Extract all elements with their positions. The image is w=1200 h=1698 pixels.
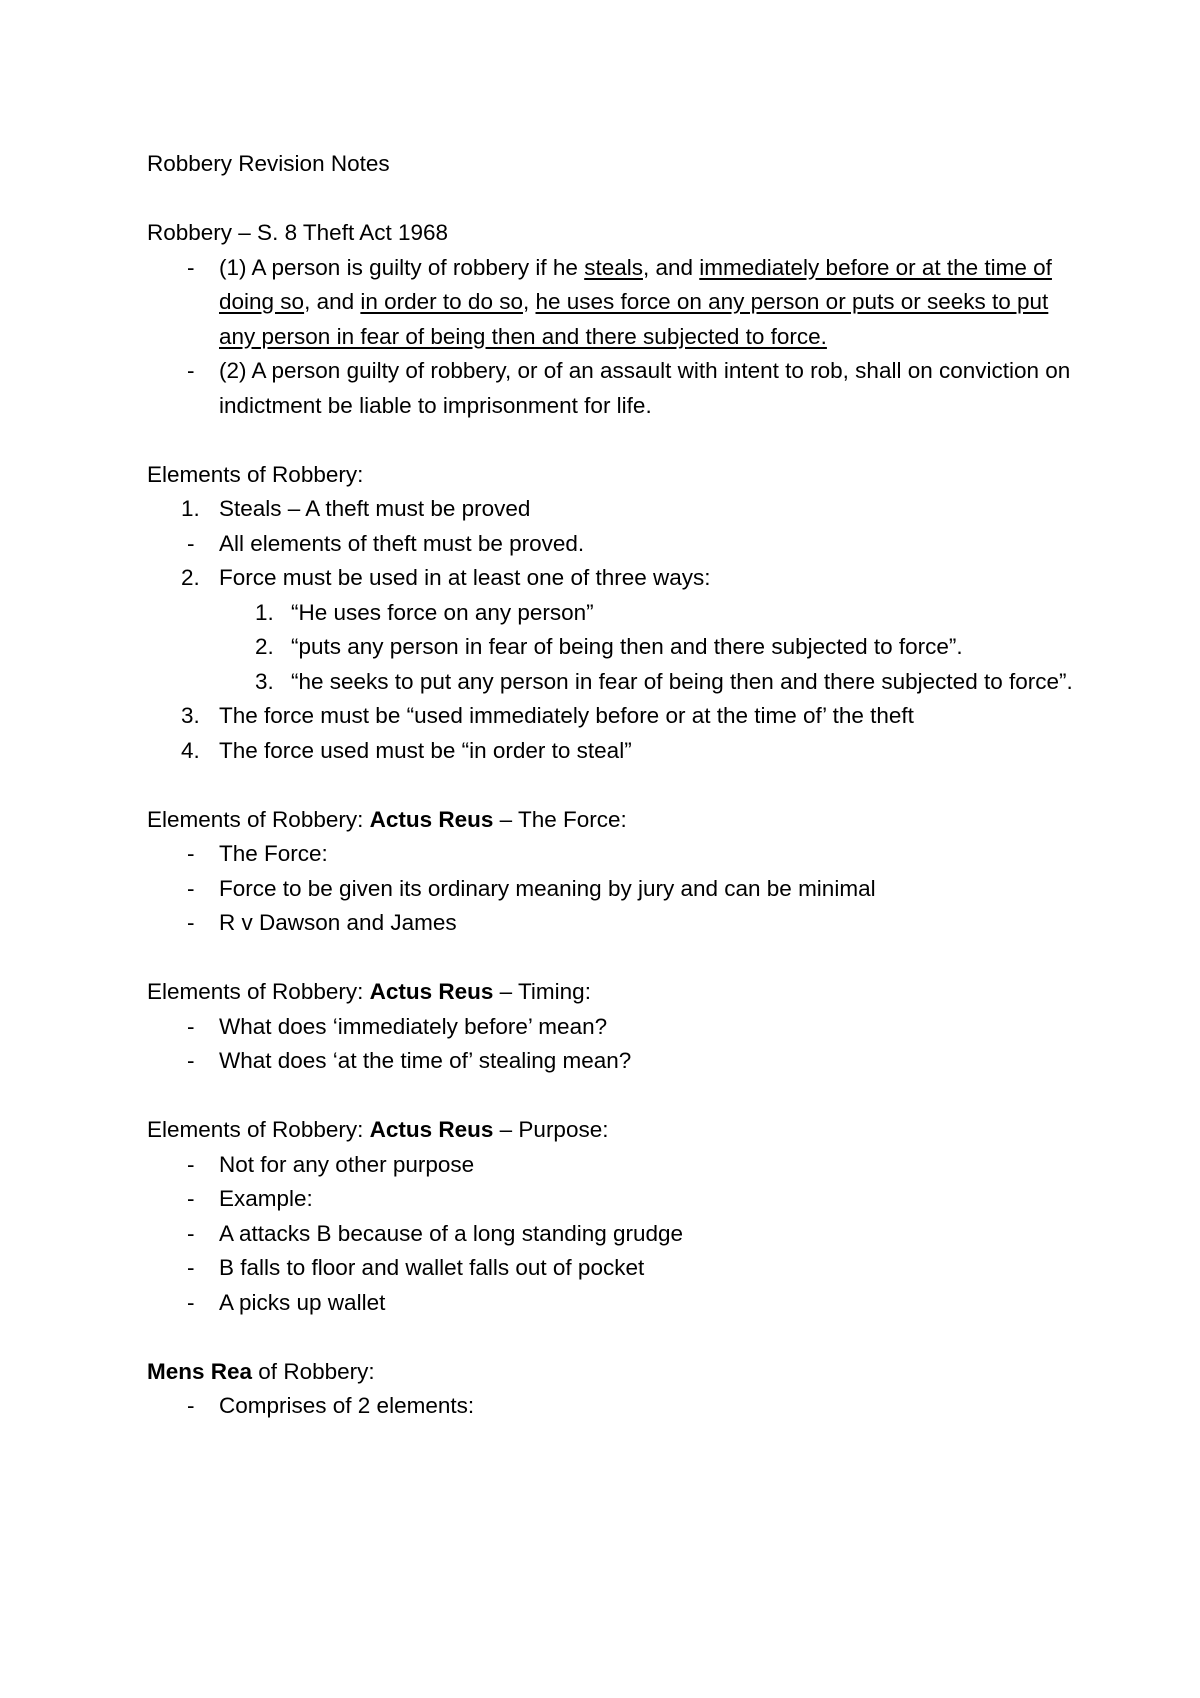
bold-text: Actus Reus	[369, 1117, 494, 1142]
list-text: A attacks B because of a long standing grudge	[219, 1220, 684, 1246]
text-run: , and	[304, 289, 361, 314]
section-heading-robbery-s8: Robbery – S. 8 Theft Act 1968	[147, 220, 449, 245]
text-run: , and	[642, 254, 700, 280]
numbered-item	[147, 734, 1077, 769]
list-text: Example:	[219, 1186, 313, 1211]
list-item	[147, 527, 1077, 562]
list-text: All elements of theft must be proved.	[219, 530, 585, 556]
list-text: Steals – A theft must be proved	[219, 496, 531, 521]
list-item	[147, 906, 1077, 941]
list-text: What does ‘at the time of’ stealing mean?	[219, 1048, 632, 1073]
statute-subsection-1	[219, 251, 1077, 355]
list-text: The force must be “used immediately before or at the time of’ the theft	[219, 703, 914, 728]
numbered-item	[147, 699, 1077, 734]
text-run: Elements of Robbery:	[147, 1117, 370, 1142]
list-number: 1.	[255, 599, 274, 625]
list-number: 3.	[181, 703, 200, 728]
section-heading-elements: Elements of Robbery:	[147, 461, 364, 487]
list-text: “puts any person in fear of being then and there subjected to force”.	[291, 634, 963, 659]
list-text: The Force:	[219, 841, 328, 866]
bold-text: Actus Reus	[369, 806, 494, 832]
underlined-text: he uses force on any person or puts or seeks to put any person in fear of being then and there subjected to force.	[219, 289, 1049, 349]
dash-bullet: -	[187, 1013, 195, 1039]
numbered-item	[147, 561, 1077, 596]
sub-numbered-item	[147, 596, 1077, 631]
text-run: – Purpose:	[493, 1117, 609, 1142]
list-item	[147, 1148, 1077, 1183]
list-text: A picks up wallet	[219, 1289, 386, 1315]
section-heading-actus-reus-timing	[147, 975, 1077, 1010]
list-item	[147, 1251, 1077, 1286]
document-title: Robbery Revision Notes	[147, 151, 390, 176]
text-run: Elements of Robbery:	[147, 979, 370, 1004]
text-run: ,	[522, 289, 536, 314]
dash-bullet: -	[187, 358, 195, 383]
text-run: (1) A person is guilty of robbery if he	[219, 254, 585, 280]
dash-bullet: -	[187, 254, 195, 280]
list-number: 3.	[255, 668, 274, 694]
list-text: B falls to floor and wallet falls out of pocket	[219, 1255, 645, 1280]
list-text: Comprises of 2 elements:	[219, 1393, 475, 1418]
list-item	[147, 1182, 1077, 1217]
list-text: R v Dawson and James	[219, 910, 457, 935]
dash-bullet: -	[187, 1186, 195, 1211]
list-number: 1.	[181, 496, 200, 521]
list-item	[147, 1389, 1077, 1424]
dash-bullet: -	[187, 1255, 195, 1280]
list-text: “he seeks to put any person in fear of being then and there subjected to force”.	[291, 668, 1073, 694]
list-text: What does ‘immediately before’ mean?	[219, 1013, 608, 1039]
numbered-item	[147, 492, 1077, 527]
document-content	[147, 147, 1077, 1424]
list-item	[147, 251, 1077, 355]
text-run: of Robbery:	[252, 1358, 375, 1384]
text-run: – The Force:	[493, 806, 627, 832]
underlined-text: steals	[584, 254, 643, 280]
list-number: 2.	[181, 565, 200, 590]
list-text: Force must be used in at least one of three ways:	[219, 565, 711, 590]
bold-text: Mens Rea	[147, 1358, 253, 1384]
sub-numbered-item	[147, 665, 1077, 700]
spacer	[147, 1320, 1077, 1355]
dash-bullet: -	[187, 841, 195, 866]
underlined-text: in order to do so	[360, 289, 523, 314]
list-item	[147, 1286, 1077, 1321]
list-item	[147, 1010, 1077, 1045]
list-text: “He uses force on any person”	[291, 599, 594, 625]
list-number: 2.	[255, 634, 274, 659]
dash-bullet: -	[187, 1289, 195, 1315]
dash-bullet: -	[187, 1151, 195, 1177]
spacer	[147, 423, 1077, 458]
list-text: Force to be given its ordinary meaning by jury and can be minimal	[219, 875, 876, 901]
text-run: – Timing:	[493, 979, 591, 1004]
section-heading-actus-reus-purpose	[147, 1113, 1077, 1148]
list-text: Not for any other purpose	[219, 1151, 475, 1177]
spacer	[147, 941, 1077, 976]
spacer	[147, 182, 1077, 217]
list-item	[147, 1217, 1077, 1252]
sub-numbered-item	[147, 630, 1077, 665]
text-run: Elements of Robbery:	[147, 806, 370, 832]
dash-bullet: -	[187, 1048, 195, 1073]
dash-bullet: -	[187, 910, 195, 935]
list-item	[147, 1044, 1077, 1079]
underlined-text: immediately before or at the time of doing so	[219, 254, 1052, 314]
list-text: The force used must be “in order to steal”	[219, 737, 632, 763]
section-heading-actus-reus-force	[147, 803, 1077, 838]
list-item	[147, 837, 1077, 872]
spacer	[147, 1079, 1077, 1114]
spacer	[147, 768, 1077, 803]
statute-subsection-2: (2) A person guilty of robbery, or of an assault with intent to rob, shall on conviction on indictment be liable to imprisonment for life.	[219, 358, 1071, 418]
list-item	[147, 354, 1077, 423]
list-number: 4.	[181, 737, 200, 763]
dash-bullet: -	[187, 530, 195, 556]
bold-text: Actus Reus	[369, 979, 494, 1004]
dash-bullet: -	[187, 1220, 195, 1246]
dash-bullet: -	[187, 875, 195, 901]
list-item	[147, 872, 1077, 907]
dash-bullet: -	[187, 1393, 195, 1418]
section-heading-mens-rea	[147, 1355, 1077, 1390]
